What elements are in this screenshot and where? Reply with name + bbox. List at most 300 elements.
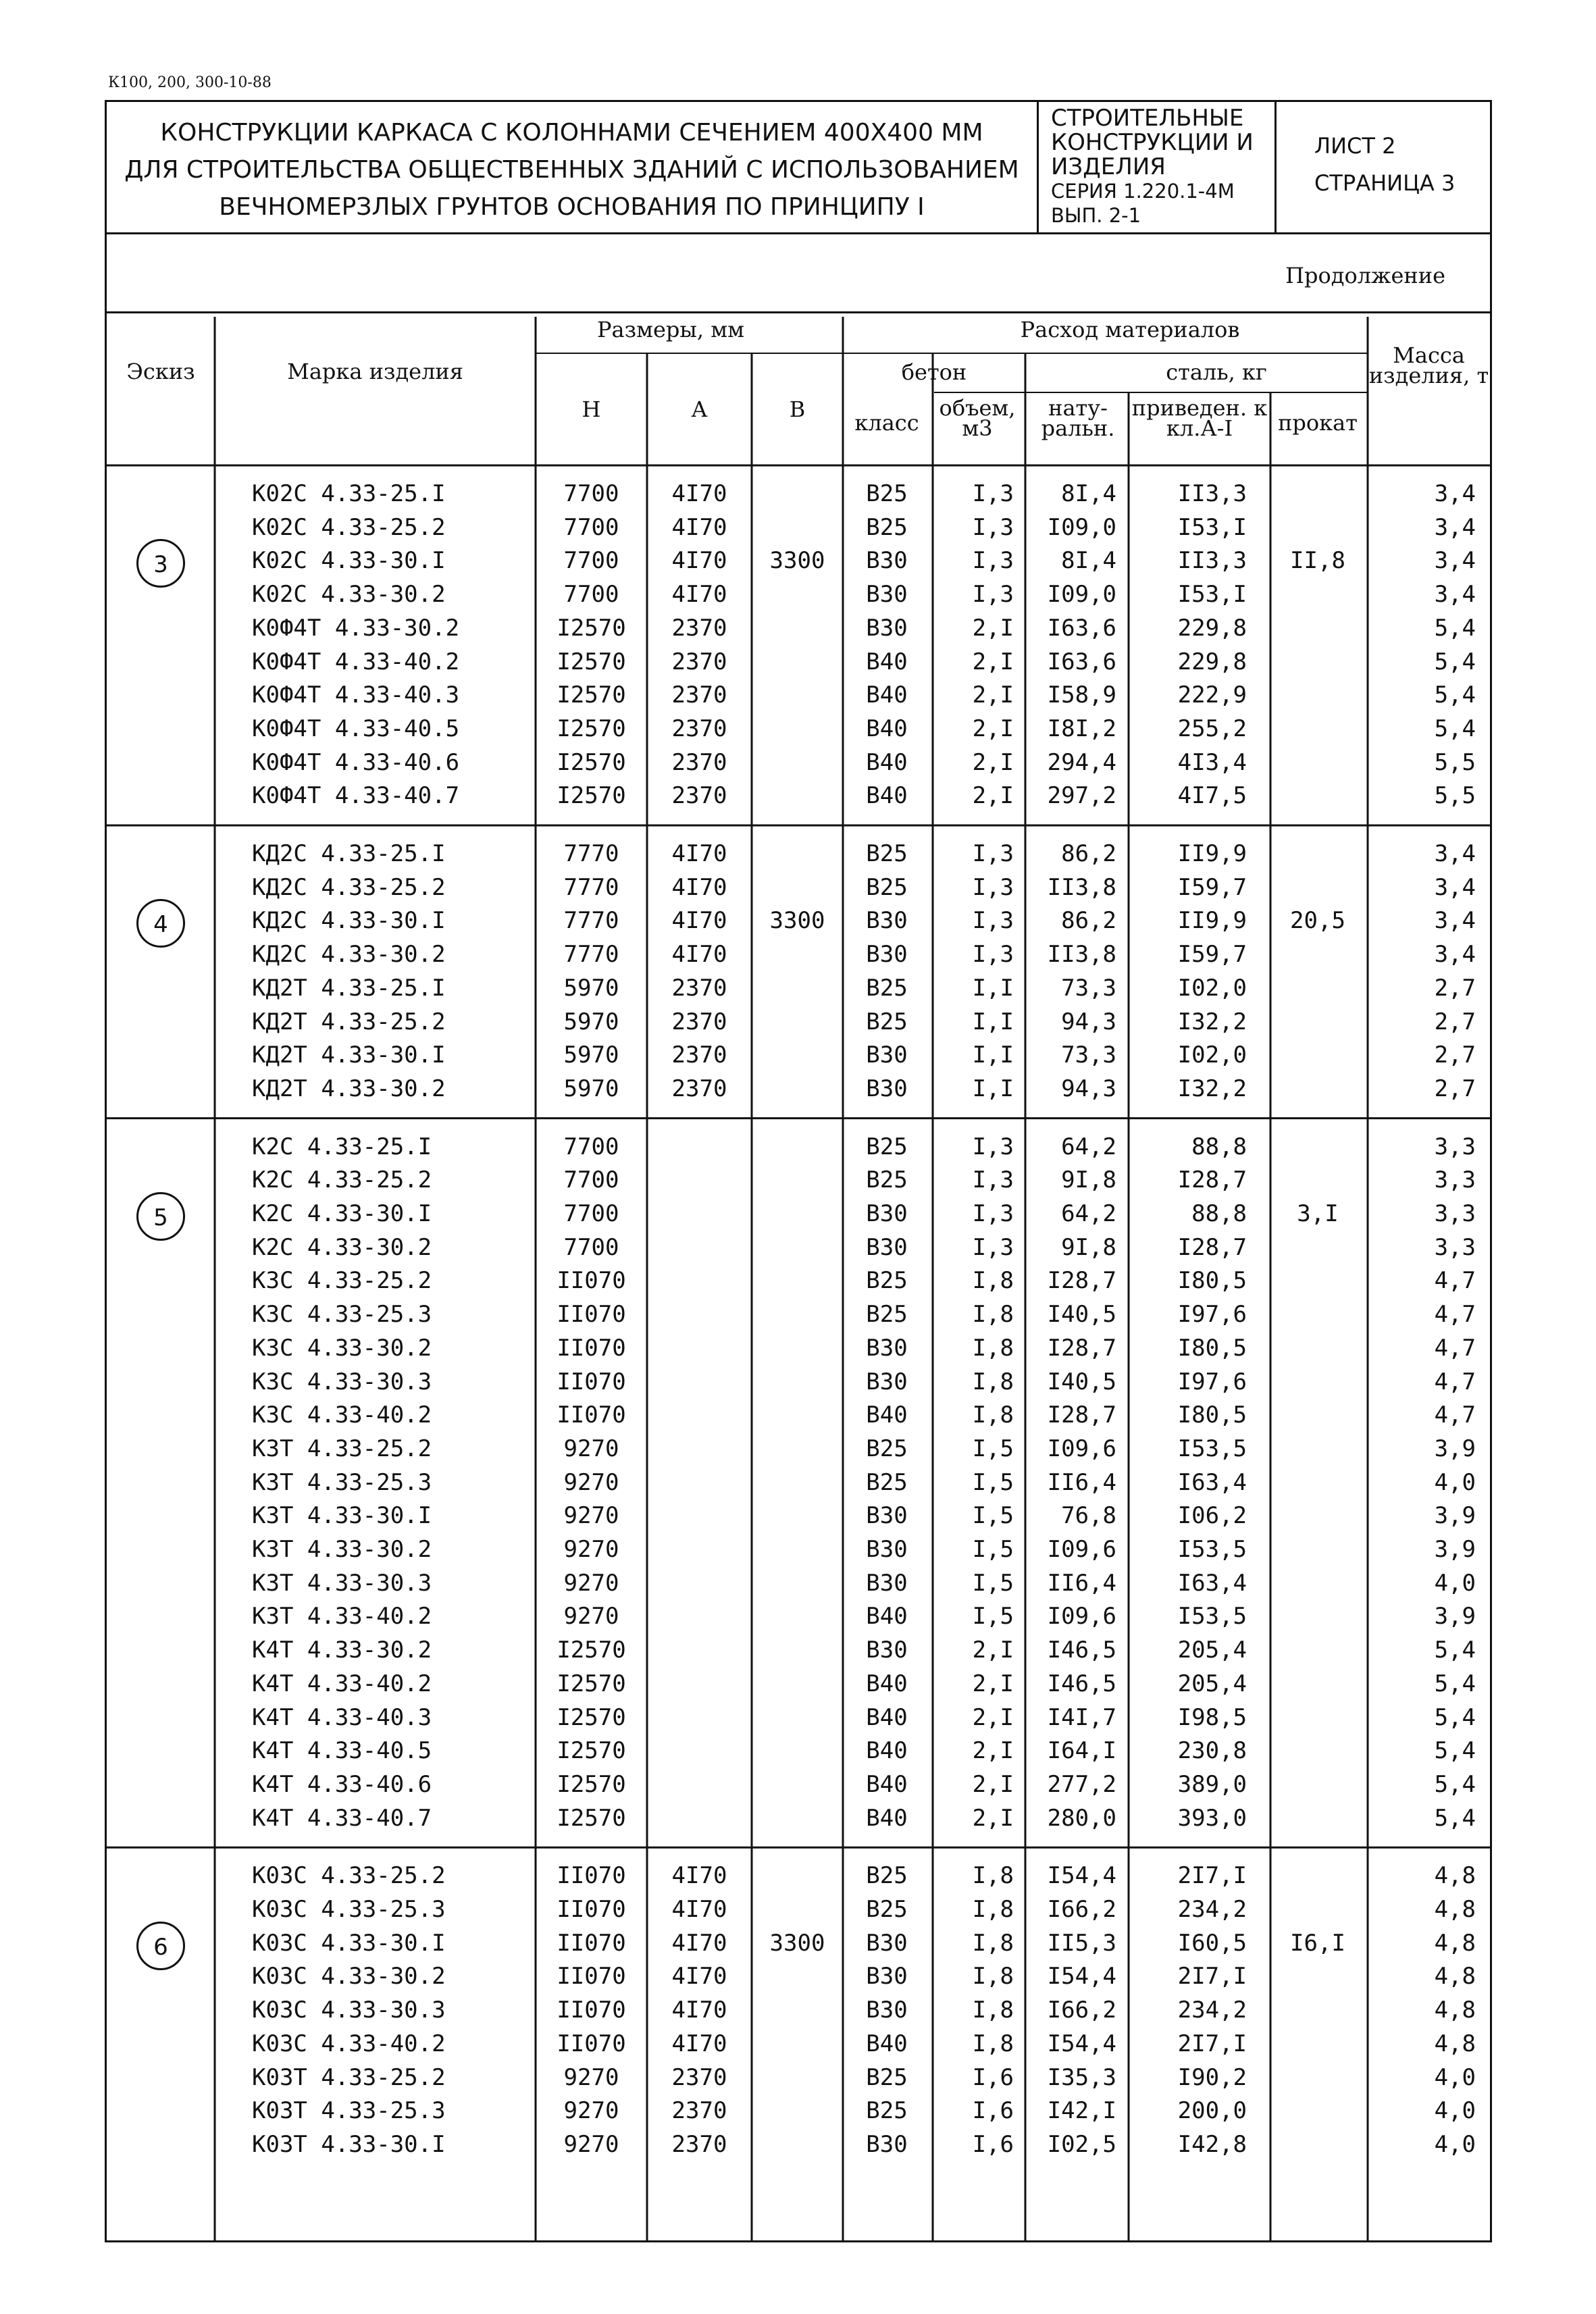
header-sketch: Эскиз xyxy=(126,359,195,384)
cell-steel-reduced: 229,8 xyxy=(1177,614,1247,642)
cell-h: 9270 xyxy=(563,1502,619,1530)
cell-a: 2370 xyxy=(671,1042,727,1069)
header-b: В xyxy=(789,396,806,422)
series-line: СТРОИТЕЛЬНЫЕ xyxy=(1051,105,1244,132)
cell-mark: К3С 4.33-25.2 xyxy=(252,1267,432,1295)
cell-mark: К02С 4.33-30.2 xyxy=(252,581,446,609)
cell-volume: I,3 xyxy=(972,1233,1014,1261)
cell-h: I2570 xyxy=(557,1670,626,1697)
cell-h: 5970 xyxy=(563,1042,619,1069)
cell-steel-natural: 86,2 xyxy=(1061,907,1116,935)
cell-h: II070 xyxy=(557,1368,626,1395)
cell-mark: К3С 4.33-30.2 xyxy=(252,1334,432,1362)
cell-b: 3300 xyxy=(769,547,825,575)
cell-volume: 2,I xyxy=(972,748,1014,776)
cell-volume: I,I xyxy=(972,1075,1014,1102)
cell-h: I2570 xyxy=(557,748,626,776)
cell-steel-reduced: 4I3,4 xyxy=(1177,748,1247,776)
cell-h: I2570 xyxy=(557,1737,626,1765)
cell-mass: 5,5 xyxy=(1434,748,1476,776)
cell-h: I2570 xyxy=(557,682,626,709)
cell-class: В30 xyxy=(866,1368,908,1395)
cell-volume: I,8 xyxy=(972,1368,1014,1395)
cell-volume: I,8 xyxy=(972,1402,1014,1429)
cell-mass: 5,5 xyxy=(1434,782,1476,810)
cell-mass: 3,4 xyxy=(1434,907,1476,935)
cell-mass: 4,8 xyxy=(1434,2030,1476,2057)
cell-volume: I,6 xyxy=(972,2097,1014,2125)
cell-h: I2570 xyxy=(557,1703,626,1731)
cell-h: 7770 xyxy=(563,941,619,969)
cell-steel-reduced: I98,5 xyxy=(1177,1703,1247,1731)
cell-h: I2570 xyxy=(557,782,626,810)
cell-h: 7700 xyxy=(563,513,619,541)
cell-volume: I,8 xyxy=(972,1896,1014,1923)
cell-h: 7700 xyxy=(563,581,619,609)
cell-h: 5970 xyxy=(563,1008,619,1035)
cell-mass: 3,4 xyxy=(1434,547,1476,575)
cell-steel-natural: 73,3 xyxy=(1061,1042,1116,1069)
cell-steel-reduced: II9,9 xyxy=(1177,907,1247,935)
cell-a: 4I70 xyxy=(671,2030,727,2057)
cell-mass: 5,4 xyxy=(1434,614,1476,642)
cell-steel-reduced: 234,2 xyxy=(1177,1997,1247,2024)
cell-mass: 5,4 xyxy=(1434,1770,1476,1798)
cell-steel-reduced: I63,4 xyxy=(1177,1569,1247,1597)
cell-class: В30 xyxy=(866,1334,908,1362)
cell-steel-reduced: 393,0 xyxy=(1177,1804,1247,1832)
header-volume: объем, м3 xyxy=(939,395,1016,441)
cell-h: 7700 xyxy=(563,1200,619,1227)
cell-mass: 3,4 xyxy=(1434,941,1476,969)
cell-mark: КД2С 4.33-25.2 xyxy=(252,873,446,901)
cell-volume: I,I xyxy=(972,1008,1014,1035)
cell-volume: 2,I xyxy=(972,782,1014,810)
cell-steel-reduced: I80,5 xyxy=(1177,1402,1247,1429)
cell-class: В30 xyxy=(866,1233,908,1261)
cell-h: I2570 xyxy=(557,715,626,742)
header-concrete: бетон xyxy=(901,359,967,385)
cell-volume: 2,I xyxy=(972,648,1014,675)
cell-volume: 2,I xyxy=(972,614,1014,642)
cell-class: В30 xyxy=(866,1042,908,1069)
cell-class: В40 xyxy=(866,1603,908,1630)
cell-mark: К0Ф4Т 4.33-40.7 xyxy=(252,782,460,810)
cell-h: 9270 xyxy=(563,2130,619,2158)
cell-mass: 3,4 xyxy=(1434,581,1476,609)
cell-mark: К03С 4.33-40.2 xyxy=(252,2030,446,2057)
cell-steel-reduced: I53,I xyxy=(1177,513,1247,541)
cell-a: 4I70 xyxy=(671,1997,727,2024)
cell-volume: I,3 xyxy=(972,1133,1014,1160)
cell-mass: 5,4 xyxy=(1434,1703,1476,1731)
cell-steel-natural: 8I,4 xyxy=(1061,547,1116,575)
cell-mass: 5,4 xyxy=(1434,1637,1476,1664)
cell-volume: I,I xyxy=(972,1042,1014,1069)
drawing-frame xyxy=(105,100,1492,2242)
cell-class: В25 xyxy=(866,840,908,867)
cell-mass: 3,4 xyxy=(1434,480,1476,507)
cell-a: 2370 xyxy=(671,1008,727,1035)
cell-class: В30 xyxy=(866,2130,908,2158)
cell-h: II070 xyxy=(557,2030,626,2057)
cell-class: В40 xyxy=(866,1804,908,1832)
cell-steel-reduced: 234,2 xyxy=(1177,1896,1247,1923)
cell-h: 9270 xyxy=(563,1468,619,1496)
cell-class: В25 xyxy=(866,1267,908,1295)
header-materials: Расход материалов xyxy=(1020,317,1240,342)
cell-steel-natural: I09,0 xyxy=(1047,581,1116,609)
cell-steel-reduced: II3,3 xyxy=(1177,480,1247,507)
cell-h: 9270 xyxy=(563,2063,619,2091)
cell-class: В40 xyxy=(866,682,908,709)
cell-volume: I,3 xyxy=(972,513,1014,541)
cell-a: 4I70 xyxy=(671,1963,727,1990)
cell-class: В25 xyxy=(866,2097,908,2125)
cell-class: В30 xyxy=(866,1569,908,1597)
header-mark: Марка изделия xyxy=(287,359,463,384)
cell-h: I2570 xyxy=(557,614,626,642)
cell-mark: К2С 4.33-25.2 xyxy=(252,1166,432,1194)
header-a: А xyxy=(691,396,708,422)
cell-volume: I,8 xyxy=(972,1929,1014,1957)
cell-a: 4I70 xyxy=(671,1862,727,1890)
cell-steel-natural: I35,3 xyxy=(1047,2063,1116,2091)
cell-h: I2570 xyxy=(557,1637,626,1664)
header-sizes: Размеры, мм xyxy=(597,317,744,342)
cell-volume: I,3 xyxy=(972,840,1014,867)
cell-mark: КД2Т 4.33-30.2 xyxy=(252,1075,446,1102)
cell-steel-reduced: 205,4 xyxy=(1177,1637,1247,1664)
cell-a: 4I70 xyxy=(671,1929,727,1957)
cell-steel-natural: I66,2 xyxy=(1047,1896,1116,1923)
cell-steel-natural: 86,2 xyxy=(1061,840,1116,867)
cell-h: 7770 xyxy=(563,840,619,867)
cell-steel-natural: 64,2 xyxy=(1061,1133,1116,1160)
cell-steel-reduced: I90,2 xyxy=(1177,2063,1247,2091)
cell-class: В40 xyxy=(866,1402,908,1429)
cell-steel-reduced: I53,5 xyxy=(1177,1536,1247,1563)
cell-mark: КД2С 4.33-30.I xyxy=(252,907,446,935)
cell-volume: I,3 xyxy=(972,941,1014,969)
cell-class: В40 xyxy=(866,715,908,742)
cell-mass: 5,4 xyxy=(1434,1737,1476,1765)
cell-class: В30 xyxy=(866,1536,908,1563)
cell-mass: 5,4 xyxy=(1434,1804,1476,1832)
cell-mark: К02С 4.33-30.I xyxy=(252,547,446,575)
cell-h: II070 xyxy=(557,1334,626,1362)
cell-steel-natural: II5,3 xyxy=(1047,1929,1116,1957)
header-reduced: приведен. к кл.А-I xyxy=(1131,395,1268,441)
cell-mark: К3Т 4.33-30.3 xyxy=(252,1569,432,1597)
cell-h: II070 xyxy=(557,1997,626,2024)
cell-h: II070 xyxy=(557,1402,626,1429)
cell-mass: 4,8 xyxy=(1434,1997,1476,2024)
cell-mass: 4,7 xyxy=(1434,1402,1476,1429)
cell-steel-reduced: I32,2 xyxy=(1177,1075,1247,1102)
cell-class: В30 xyxy=(866,1502,908,1530)
cell-h: 9270 xyxy=(563,1603,619,1630)
cell-steel-natural: I09,0 xyxy=(1047,513,1116,541)
cell-volume: I,6 xyxy=(972,2063,1014,2091)
cell-volume: I,8 xyxy=(972,1267,1014,1295)
cell-steel-natural: I63,6 xyxy=(1047,648,1116,675)
cell-steel-natural: 76,8 xyxy=(1061,1502,1116,1530)
cell-steel-natural: I58,9 xyxy=(1047,682,1116,709)
cell-h: 9270 xyxy=(563,1536,619,1563)
cell-mark: К3С 4.33-25.3 xyxy=(252,1301,432,1329)
cell-steel-reduced: I53,5 xyxy=(1177,1435,1247,1462)
document-code: К100, 200, 300-10-88 xyxy=(108,74,272,91)
cell-class: В40 xyxy=(866,1670,908,1697)
cell-h: 5970 xyxy=(563,974,619,1002)
cell-class: В25 xyxy=(866,1896,908,1923)
cell-h: I2570 xyxy=(557,1804,626,1832)
cell-class: В25 xyxy=(866,1166,908,1194)
cell-class: В30 xyxy=(866,1963,908,1990)
cell-class: В30 xyxy=(866,907,908,935)
cell-mark: КД2С 4.33-25.I xyxy=(252,840,446,867)
cell-mass: 4,7 xyxy=(1434,1301,1476,1329)
cell-a: 2370 xyxy=(671,682,727,709)
cell-steel-natural: 277,2 xyxy=(1047,1770,1116,1798)
cell-steel-reduced: I59,7 xyxy=(1177,941,1247,969)
cell-mass: 2,7 xyxy=(1434,974,1476,1002)
cell-steel-reduced: I97,6 xyxy=(1177,1301,1247,1329)
cell-b: 3300 xyxy=(769,907,825,935)
page-number: СТРАНИЦА 3 xyxy=(1314,170,1456,196)
cell-class: В30 xyxy=(866,581,908,609)
cell-mark: К02С 4.33-25.2 xyxy=(252,513,446,541)
cell-volume: I,3 xyxy=(972,1166,1014,1194)
cell-volume: 2,I xyxy=(972,715,1014,742)
cell-steel-natural: I09,6 xyxy=(1047,1536,1116,1563)
cell-steel-natural: 8I,4 xyxy=(1061,480,1116,507)
cell-class: В25 xyxy=(866,480,908,507)
sheet-number: ЛИСТ 2 xyxy=(1314,133,1396,159)
cell-class: В40 xyxy=(866,2030,908,2057)
cell-mass: 3,4 xyxy=(1434,513,1476,541)
cell-h: II070 xyxy=(557,1896,626,1923)
cell-volume: I,8 xyxy=(972,1334,1014,1362)
cell-mark: КД2Т 4.33-25.2 xyxy=(252,1008,446,1035)
cell-class: В25 xyxy=(866,1468,908,1496)
continuation-label: Продолжение xyxy=(1285,263,1445,288)
cell-h: II070 xyxy=(557,1862,626,1890)
sketch-number: 5 xyxy=(136,1192,185,1241)
cell-mass: 5,4 xyxy=(1434,682,1476,709)
cell-h: 9270 xyxy=(563,2097,619,2125)
cell-h: 9270 xyxy=(563,1569,619,1597)
cell-steel-reduced: 2I7,I xyxy=(1177,2030,1247,2057)
cell-mark: К3Т 4.33-30.2 xyxy=(252,1536,432,1563)
cell-volume: I,8 xyxy=(972,1301,1014,1329)
cell-mass: 4,0 xyxy=(1434,1468,1476,1496)
cell-steel-natural: 294,4 xyxy=(1047,748,1116,776)
cell-mass: 3,9 xyxy=(1434,1536,1476,1563)
cell-h: 7700 xyxy=(563,1166,619,1194)
cell-steel-reduced: I28,7 xyxy=(1177,1233,1247,1261)
cell-mark: К0Ф4Т 4.33-40.5 xyxy=(252,715,460,742)
cell-class: В25 xyxy=(866,873,908,901)
cell-a: 4I70 xyxy=(671,907,727,935)
cell-mass: 5,4 xyxy=(1434,648,1476,675)
cell-volume: I,3 xyxy=(972,480,1014,507)
cell-mass: 3,3 xyxy=(1434,1133,1476,1160)
cell-mark: КД2Т 4.33-25.I xyxy=(252,974,446,1002)
cell-steel-reduced: I59,7 xyxy=(1177,873,1247,901)
cell-mark: К4Т 4.33-40.5 xyxy=(252,1737,432,1765)
cell-steel-natural: I54,4 xyxy=(1047,2030,1116,2057)
cell-steel-natural: II6,4 xyxy=(1047,1468,1116,1496)
cell-mass: 4,8 xyxy=(1434,1862,1476,1890)
cell-class: В40 xyxy=(866,782,908,810)
header-steel: сталь, кг xyxy=(1166,359,1267,385)
cell-steel-reduced: I60,5 xyxy=(1177,1929,1247,1957)
cell-steel-natural: I54,4 xyxy=(1047,1963,1116,1990)
cell-mass: 2,7 xyxy=(1434,1042,1476,1069)
cell-mark: К03С 4.33-25.3 xyxy=(252,1896,446,1923)
cell-a: 4I70 xyxy=(671,941,727,969)
cell-volume: I,8 xyxy=(972,1997,1014,2024)
cell-steel-reduced: I02,0 xyxy=(1177,1042,1247,1069)
cell-steel-natural: 64,2 xyxy=(1061,1200,1116,1227)
cell-rolled: I6,I xyxy=(1290,1929,1345,1957)
cell-mark: К03С 4.33-30.3 xyxy=(252,1997,446,2024)
sketch-number: 6 xyxy=(136,1922,185,1970)
cell-mass: 3,3 xyxy=(1434,1200,1476,1227)
cell-steel-natural: I40,5 xyxy=(1047,1368,1116,1395)
cell-volume: I,5 xyxy=(972,1502,1014,1530)
cell-volume: I,3 xyxy=(972,1200,1014,1227)
cell-steel-reduced: 4I7,5 xyxy=(1177,782,1247,810)
cell-volume: 2,I xyxy=(972,1804,1014,1832)
cell-steel-reduced: II9,9 xyxy=(1177,840,1247,867)
cell-mark: К0Ф4Т 4.33-40.3 xyxy=(252,682,460,709)
cell-mark: К03С 4.33-30.I xyxy=(252,1929,446,1957)
cell-mark: К3С 4.33-30.3 xyxy=(252,1368,432,1395)
cell-mark: К0Ф4Т 4.33-40.6 xyxy=(252,748,460,776)
cell-a: 4I70 xyxy=(671,840,727,867)
cell-h: 7770 xyxy=(563,907,619,935)
cell-a: 2370 xyxy=(671,2063,727,2091)
cell-mass: 4,0 xyxy=(1434,2130,1476,2158)
cell-steel-natural: I42,I xyxy=(1047,2097,1116,2125)
cell-steel-reduced: 230,8 xyxy=(1177,1737,1247,1765)
cell-steel-reduced: 88,8 xyxy=(1191,1133,1247,1160)
cell-steel-natural: I54,4 xyxy=(1047,1862,1116,1890)
cell-class: В30 xyxy=(866,941,908,969)
cell-steel-reduced: I80,5 xyxy=(1177,1267,1247,1295)
cell-class: В40 xyxy=(866,1770,908,1798)
cell-a: 4I70 xyxy=(671,480,727,507)
cell-mass: 3,3 xyxy=(1434,1166,1476,1194)
cell-steel-natural: 280,0 xyxy=(1047,1804,1116,1832)
cell-steel-natural: 9I,8 xyxy=(1061,1233,1116,1261)
cell-steel-reduced: 389,0 xyxy=(1177,1770,1247,1798)
cell-mass: 4,8 xyxy=(1434,1963,1476,1990)
series-number: СЕРИЯ 1.220.1-4М xyxy=(1051,180,1235,203)
cell-a: 2370 xyxy=(671,2130,727,2158)
cell-steel-reduced: I97,6 xyxy=(1177,1368,1247,1395)
cell-class: В40 xyxy=(866,1737,908,1765)
cell-rolled: II,8 xyxy=(1290,547,1345,575)
cell-h: I2570 xyxy=(557,648,626,675)
cell-class: В30 xyxy=(866,547,908,575)
cell-mass: 3,3 xyxy=(1434,1233,1476,1261)
title-line: ВЕЧНОМЕРЗЛЫХ ГРУНТОВ ОСНОВАНИЯ ПО ПРИНЦИПУ I xyxy=(219,193,925,221)
cell-h: 7700 xyxy=(563,1133,619,1160)
cell-a: 4I70 xyxy=(671,513,727,541)
cell-volume: I,I xyxy=(972,974,1014,1002)
cell-volume: I,3 xyxy=(972,547,1014,575)
cell-steel-natural: I4I,7 xyxy=(1047,1703,1116,1731)
cell-steel-natural: II6,4 xyxy=(1047,1569,1116,1597)
cell-class: В25 xyxy=(866,2063,908,2091)
cell-volume: I,3 xyxy=(972,581,1014,609)
cell-mark: К03Т 4.33-30.I xyxy=(252,2130,446,2158)
cell-steel-reduced: I53,I xyxy=(1177,581,1247,609)
cell-mass: 4,0 xyxy=(1434,2097,1476,2125)
cell-steel-reduced: I28,7 xyxy=(1177,1166,1247,1194)
cell-mark: К03Т 4.33-25.2 xyxy=(252,2063,446,2091)
cell-h: II070 xyxy=(557,1301,626,1329)
issue-number: ВЫП. 2-1 xyxy=(1051,204,1141,227)
cell-a: 2370 xyxy=(671,715,727,742)
cell-volume: 2,I xyxy=(972,1737,1014,1765)
title-line: ДЛЯ СТРОИТЕЛЬСТВА ОБЩЕСТВЕННЫХ ЗДАНИЙ С ИСПОЛЬЗОВАНИЕМ xyxy=(124,156,1019,184)
header-rolled: прокат xyxy=(1278,410,1358,436)
cell-h: II070 xyxy=(557,1267,626,1295)
cell-volume: I,5 xyxy=(972,1435,1014,1462)
cell-mass: 4,7 xyxy=(1434,1368,1476,1395)
cell-a: 2370 xyxy=(671,974,727,1002)
cell-steel-natural: I09,6 xyxy=(1047,1603,1116,1630)
cell-mark: К02С 4.33-25.I xyxy=(252,480,446,507)
cell-volume: 2,I xyxy=(972,1670,1014,1697)
series-line: КОНСТРУКЦИИ И xyxy=(1051,129,1254,156)
cell-volume: I,6 xyxy=(972,2130,1014,2158)
cell-h: 5970 xyxy=(563,1075,619,1102)
cell-steel-reduced: 88,8 xyxy=(1191,1200,1247,1227)
cell-h: II070 xyxy=(557,1963,626,1990)
cell-mass: 4,0 xyxy=(1434,1569,1476,1597)
cell-a: 4I70 xyxy=(671,547,727,575)
cell-h: 7700 xyxy=(563,1233,619,1261)
cell-mass: 5,4 xyxy=(1434,715,1476,742)
cell-steel-natural: I40,5 xyxy=(1047,1301,1116,1329)
cell-steel-reduced: I06,2 xyxy=(1177,1502,1247,1530)
cell-mass: 3,4 xyxy=(1434,873,1476,901)
cell-steel-reduced: I53,5 xyxy=(1177,1603,1247,1630)
cell-a: 2370 xyxy=(671,614,727,642)
series-line: ИЗДЕЛИЯ xyxy=(1051,153,1166,180)
cell-h: I2570 xyxy=(557,1770,626,1798)
cell-steel-natural: I28,7 xyxy=(1047,1334,1116,1362)
cell-volume: I,3 xyxy=(972,907,1014,935)
cell-class: В25 xyxy=(866,1862,908,1890)
cell-steel-reduced: I63,4 xyxy=(1177,1468,1247,1496)
cell-steel-natural: I46,5 xyxy=(1047,1670,1116,1697)
cell-steel-reduced: 205,4 xyxy=(1177,1670,1247,1697)
cell-steel-reduced: 229,8 xyxy=(1177,648,1247,675)
cell-a: 2370 xyxy=(671,2097,727,2125)
cell-mark: К3С 4.33-40.2 xyxy=(252,1402,432,1429)
cell-mark: К2С 4.33-30.I xyxy=(252,1200,432,1227)
cell-steel-reduced: 2I7,I xyxy=(1177,1963,1247,1990)
cell-steel-natural: I8I,2 xyxy=(1047,715,1116,742)
cell-volume: I,8 xyxy=(972,1862,1014,1890)
